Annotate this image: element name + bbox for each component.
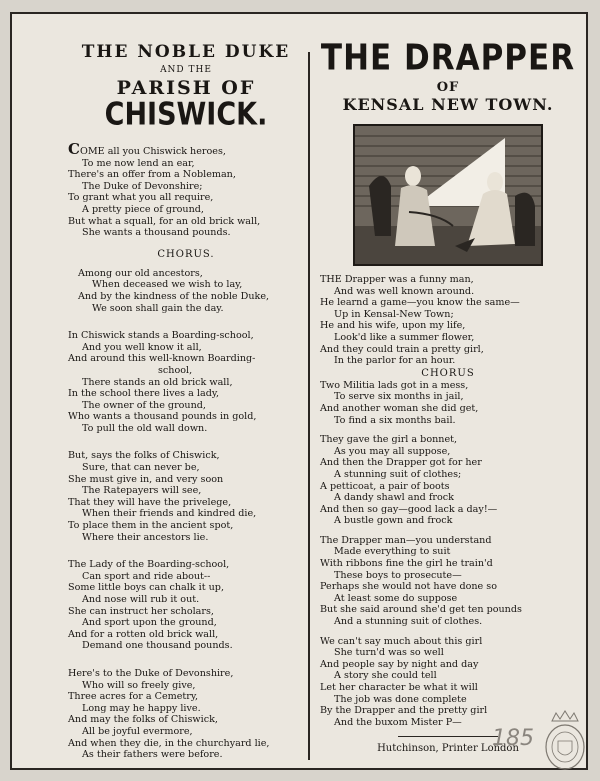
verse-line: THE Drapper was a funny man, [320,274,474,285]
verse-line: school, [158,364,193,376]
left-verse-5 [68,559,304,652]
verse-line: At least some do suppose [334,592,458,604]
verse-line: And for a rotten old brick wall, [68,628,219,640]
verse-line: The Drapper man—you understand [320,534,492,546]
verse-line: Three acres for a Cemetry, [68,691,199,703]
verse-line: Here's to the Duke of Devonshire, [68,667,234,679]
verse-line: They gave the girl a bonnet, [320,434,458,446]
printer-rule [398,736,498,737]
verse-line: And may the folks of Chiswick, [68,714,218,726]
pencil-annotation: 185 [492,726,534,751]
verse-line: There stands an old brick wall, [82,376,233,388]
verse-line: A story she could tell [334,670,437,682]
verse-line: Who will so freely give, [82,679,196,691]
woodcut-image [355,126,541,264]
verse-line: When deceased we wish to lay, [92,279,243,291]
verse-line: We can't say much about this girl [320,635,483,647]
woodcut-illustration [353,124,543,266]
verse-line: As their fathers were before. [82,749,223,761]
verse-line: Demand one thousand pounds. [82,640,233,652]
verse-line: To place them in the ancient spot, [68,520,234,532]
verse-line: And sport upon the ground, [82,617,217,629]
verse-line: And then the Drapper got for her [320,457,482,469]
verse-line: Where their ancestors lie. [82,531,209,543]
verse-line: The Ratepayers will see, [82,485,202,497]
verse-line: The Duke of Devonshire; [82,180,203,192]
verse-line: He learnd a game—you know the same— [320,297,520,309]
verse-line: That they will have the privelege, [68,496,232,508]
drop-cap: C [68,140,80,158]
printer-imprint: Hutchinson, Printer London [377,743,519,755]
verse-line: And then so gay—good lack a day!— [320,503,498,515]
verse-line: In the parlor for an hour. [334,355,456,367]
left-verse-4 [68,450,304,543]
verse-line: Up in Kensal-New Town; [334,308,454,320]
right-chorus-label: CHORUS [421,367,475,379]
left-column [68,38,304,761]
verse-line: And the buxom Mister P— [334,716,462,728]
right-title-line2: OF [436,80,460,95]
library-stamp [542,709,588,771]
verse-line: But what a squall, for an old brick wall, [68,215,261,227]
verse-line: These boys to prosecute— [334,569,462,581]
verse-line: And when they die, in the churchyard lie, [68,737,270,749]
verse-line: To me now lend an ear, [82,157,195,169]
verse-line: And people say by night and day [320,658,479,670]
verse-line: The Lady of the Boarding-school, [68,559,230,571]
verse-line: To find a six months bail. [334,414,456,426]
right-column [320,38,576,754]
left-verse-3 [68,330,304,434]
verse-line: To grant what you all require, [68,192,214,204]
verse-line: She can instruct her scholars, [68,605,214,617]
verse-line: There's an offer from a Nobleman, [68,169,236,181]
verse-line: In the school there lives a lady, [68,388,220,400]
right-title-line3: KENSAL NEW TOWN. [342,95,554,114]
right-verse-2 [320,380,576,426]
verse-line: But she said around she'd get ten pounds [320,604,522,616]
verse-line: Can sport and ride about-- [82,570,211,582]
broadside-sheet [10,12,588,770]
left-verse-1 [68,140,304,239]
left-title-line1: THE NOBLE DUKE [81,42,291,62]
verse-line: And another woman she did get, [320,402,479,414]
verse-line: Some little boys can chalk it up, [68,582,224,594]
verse-line: And a stunning suit of clothes. [334,616,483,628]
verse-line: She turn'd was so well [334,647,444,659]
verse-line: A dandy shawl and frock [334,492,454,504]
verse-line: A pretty piece of ground, [82,203,204,215]
verse-line: And nose will rub it out. [82,594,200,605]
right-verse-3 [320,434,576,527]
verse-line: To serve six months in jail, [334,391,464,403]
verse-line: And around this well-known Boarding- [68,353,256,365]
column-divider [308,52,310,760]
left-title-line3: PARISH OF [116,77,256,99]
verse-line: But, says the folks of Chiswick, [68,450,220,462]
verse-line: All be joyful evermore, [82,725,193,737]
verse-line: To pull the old wall down. [82,422,208,434]
left-title-line4: CHISWICK. [104,96,268,133]
verse-line: And you well know it all, [82,341,202,353]
verse-line: COME all you Chiswick heroes, [68,140,226,158]
verse-line: As you may all suppose, [334,445,451,457]
verse-line: Let her character be what it will [320,682,478,693]
verse-line: The owner of the ground, [82,399,206,411]
verse-line: Made everything to suit [334,546,451,558]
verse-line: In Chiswick stands a Boarding-school, [68,330,254,342]
left-chorus-label: CHORUS. [157,248,215,260]
right-verse-5 [320,636,576,729]
verse-line: She must give in, and very soon [68,473,224,485]
verse-line: With ribbons fine the girl he train'd [320,558,493,570]
verse-line: Two Militia lads got in a mess, [320,379,469,391]
verse-line: A stunning suit of clothes; [334,468,462,480]
left-verse-2 [68,268,304,314]
verse-line: When their friends and kindred die, [82,508,257,520]
verse-line: Who wants a thousand pounds in gold, [68,411,257,423]
verse-line: And by the kindness of the noble Duke, [78,290,270,302]
verse-line: And was well known around. [334,285,475,297]
verse-line: By the Drapper and the pretty girl [320,705,488,717]
right-verse-1 [320,274,576,367]
verse-line: He and his wife, upon my life, [320,320,466,332]
verse-line: Sure, that can never be, [82,462,200,474]
verse-line: We soon shall gain the day. [92,302,224,314]
verse-line: A bustle gown and frock [334,515,453,527]
verse-line: A petticoat, a pair of boots [320,480,450,492]
right-title-line1: THE DRAPPER [320,37,576,79]
verse-line: She wants a thousand pounds. [82,227,231,239]
verse-line: Look'd like a summer flower, [334,331,475,343]
verse-line: The job was done complete [334,693,467,705]
verse-line: Long may he happy live. [82,702,201,714]
verse-line: Among our old ancestors, [78,267,203,279]
left-verse-6 [68,668,304,761]
verse-line: And they could train a pretty girl, [320,343,484,355]
verse-line: Perhaps she would not have done so [320,581,497,593]
right-verse-4 [320,535,576,628]
left-title-line2: AND THE [160,65,212,75]
